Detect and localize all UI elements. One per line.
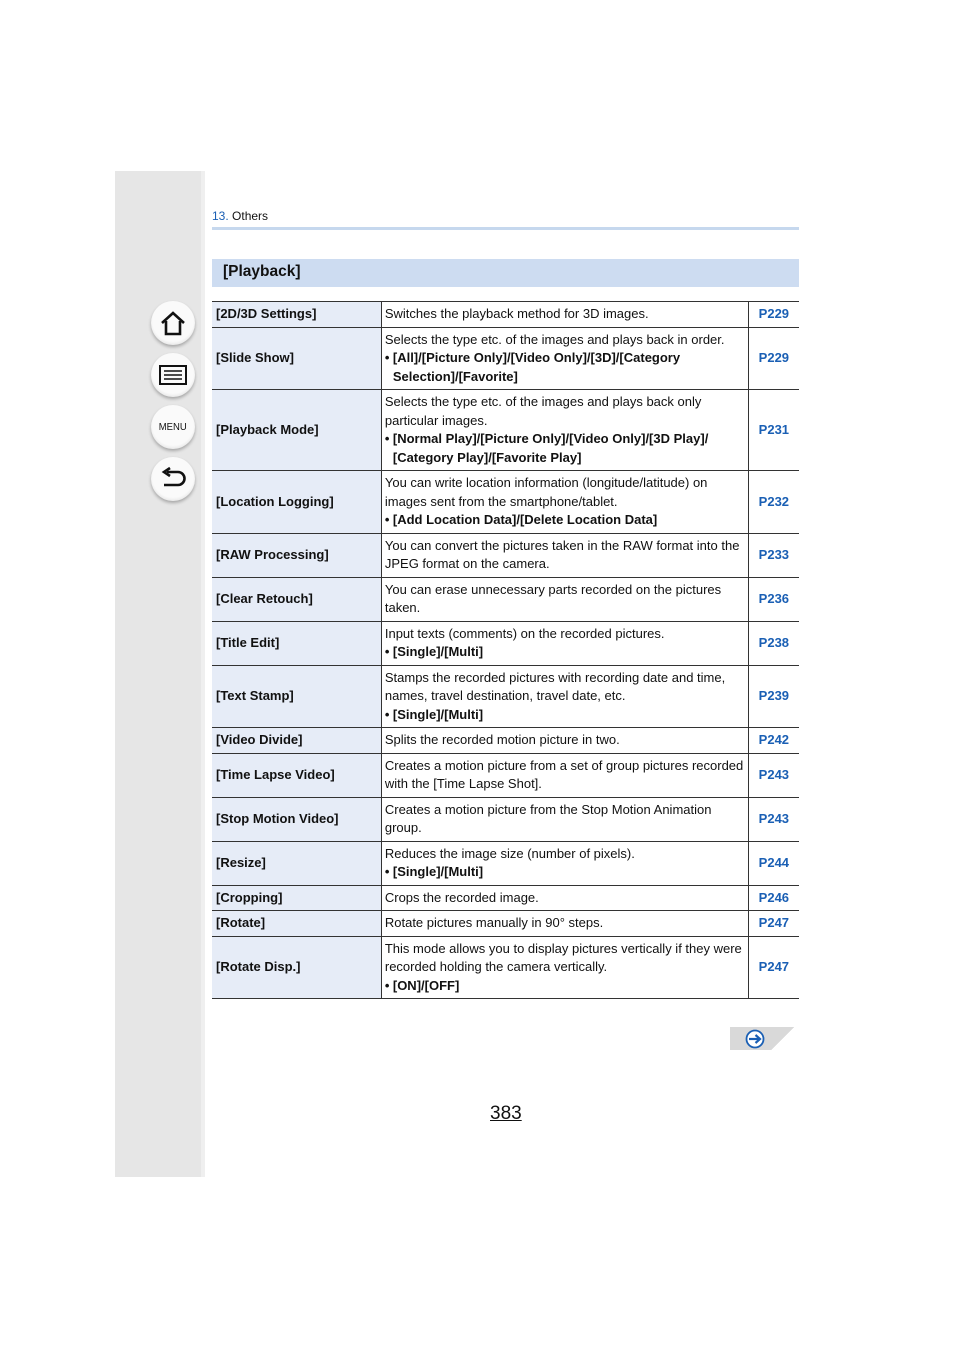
description-text: You can erase unnecessary parts recorded on the pictures taken.	[384, 581, 722, 615]
setting-name: [Stop Motion Video]	[212, 797, 381, 841]
setting-description	[381, 911, 748, 937]
page-reference-link[interactable]: P229	[748, 327, 799, 390]
table-row	[212, 621, 799, 665]
section-title: [Playback]	[223, 263, 301, 280]
page-reference-link[interactable]: P231	[748, 390, 799, 471]
setting-name: [Location Logging]	[212, 471, 381, 534]
setting-name: [Title Edit]	[212, 621, 381, 665]
table-row	[212, 911, 799, 937]
description-text: This mode allows you to display pictures vertically if they were recorded holding the camera vertically.	[384, 940, 742, 974]
next-page-button[interactable]	[730, 1027, 799, 1050]
table-row	[212, 533, 799, 577]
description-text: Switches the playback method for 3D images.	[384, 306, 649, 321]
description-text: Splits the recorded motion picture in two.	[384, 732, 620, 747]
option-list	[385, 706, 745, 725]
table-row	[212, 753, 799, 797]
bullet: •	[384, 864, 390, 879]
chapter-number: 13.	[212, 209, 229, 223]
table-row	[212, 885, 799, 911]
description-text: Selects the type etc. of the images and plays back only particular images.	[384, 394, 702, 428]
setting-name: [Resize]	[212, 841, 381, 885]
setting-name: [Clear Retouch]	[212, 577, 381, 621]
setting-name: [Rotate Disp.]	[212, 936, 381, 999]
page-reference-link[interactable]: P243	[748, 753, 799, 797]
page-reference-link[interactable]: P229	[748, 302, 799, 328]
option-text: [Normal Play]/[Picture Only]/[Video Only]/[3D Play]/ [Category Play]/[Favorite Play]	[392, 431, 709, 465]
description-text: Rotate pictures manually in 90° steps.	[384, 915, 604, 930]
back-icon	[158, 466, 188, 492]
bullet: •	[384, 706, 390, 722]
description-text: You can write location information (longitude/latitude) on images sent from the smartphone/tablet.	[384, 475, 708, 509]
page-reference-link[interactable]: P233	[748, 533, 799, 577]
table-row	[212, 471, 799, 534]
setting-description	[381, 577, 748, 621]
option-list	[385, 977, 745, 996]
setting-name: [Video Divide]	[212, 728, 381, 754]
header-rule	[212, 227, 799, 230]
description-text: Creates a motion picture from the Stop Motion Animation group.	[384, 801, 712, 835]
contents-list-button[interactable]	[151, 353, 195, 397]
setting-description	[381, 936, 748, 999]
setting-description	[381, 885, 748, 911]
table-row	[212, 936, 799, 999]
setting-description	[381, 665, 748, 728]
setting-name: [Rotate]	[212, 911, 381, 937]
page-reference-link[interactable]: P247	[748, 911, 799, 937]
arrow-right-icon	[744, 1029, 766, 1049]
setting-description	[381, 841, 748, 885]
setting-description	[381, 728, 748, 754]
setting-description	[381, 471, 748, 534]
description-text: You can convert the pictures taken in the RAW format into the JPEG format on the camera.	[384, 537, 740, 571]
table-row	[212, 390, 799, 471]
playback-menu-table	[212, 301, 799, 999]
table-row	[212, 797, 799, 841]
page-number: 383	[490, 1103, 522, 1124]
bullet: •	[384, 431, 390, 446]
table-row	[212, 665, 799, 728]
table-row	[212, 728, 799, 754]
setting-description	[381, 753, 748, 797]
option-text: [ON]/[OFF]	[392, 977, 460, 993]
option-text: [Single]/[Multi]	[392, 644, 484, 659]
option-text: [Single]/[Multi]	[392, 864, 484, 879]
home-button[interactable]	[151, 301, 195, 345]
menu-button[interactable]	[151, 405, 195, 449]
page-reference-link[interactable]: P243	[748, 797, 799, 841]
option-list	[385, 643, 745, 662]
option-list	[385, 863, 745, 882]
setting-description	[381, 327, 748, 390]
back-button[interactable]	[151, 457, 195, 501]
description-text: Creates a motion picture from a set of group pictures recorded with the [Time Lapse Shot].	[384, 757, 744, 791]
description-text: Crops the recorded image.	[384, 889, 539, 905]
page-reference-link[interactable]: P239	[748, 665, 799, 728]
setting-description	[381, 797, 748, 841]
option-text: [Add Location Data]/[Delete Location Data]	[392, 512, 658, 527]
page-reference-link[interactable]: P238	[748, 621, 799, 665]
setting-name: [2D/3D Settings]	[212, 302, 381, 328]
setting-description	[381, 390, 748, 471]
bullet: •	[384, 644, 390, 659]
page-reference-link[interactable]: P244	[748, 841, 799, 885]
setting-name: [Cropping]	[212, 885, 381, 911]
description-text: Selects the type etc. of the images and plays back in order.	[384, 331, 725, 347]
setting-description	[381, 533, 748, 577]
option-text: [All]/[Picture Only]/[Video Only]/[3D]/[Category Selection]/[Favorite]	[392, 350, 681, 384]
page-reference-link[interactable]: P246	[748, 885, 799, 911]
page-reference-link[interactable]: P242	[748, 728, 799, 754]
option-list	[385, 511, 745, 530]
page-reference-link[interactable]: P232	[748, 471, 799, 534]
table-row	[212, 841, 799, 885]
menu-icon: MENU	[159, 421, 187, 433]
bullet: •	[384, 512, 390, 527]
setting-name: [Text Stamp]	[212, 665, 381, 728]
table-row	[212, 577, 799, 621]
option-list	[385, 430, 745, 467]
table-row	[212, 327, 799, 390]
setting-description	[381, 302, 748, 328]
description-text: Stamps the recorded pictures with recording date and time, names, travel destination, travel date, etc.	[384, 669, 726, 703]
home-icon	[158, 309, 188, 337]
setting-name: [RAW Processing]	[212, 533, 381, 577]
page-reference-link[interactable]: P247	[748, 936, 799, 999]
setting-name: [Time Lapse Video]	[212, 753, 381, 797]
sidebar-edge	[201, 171, 205, 1177]
table-row	[212, 302, 799, 328]
setting-description	[381, 621, 748, 665]
bullet: •	[384, 350, 390, 365]
setting-name: [Playback Mode]	[212, 390, 381, 471]
bullet: •	[384, 977, 390, 993]
setting-name: [Slide Show]	[212, 327, 381, 390]
chapter-title: Others	[232, 209, 269, 223]
description-text: Input texts (comments) on the recorded pictures.	[384, 625, 665, 641]
list-icon	[158, 363, 188, 387]
option-text: [Single]/[Multi]	[392, 706, 484, 722]
option-list	[385, 349, 745, 386]
description-text: Reduces the image size (number of pixels).	[384, 845, 635, 861]
page-reference-link[interactable]: P236	[748, 577, 799, 621]
breadcrumb	[212, 209, 268, 223]
section-header	[212, 259, 799, 287]
